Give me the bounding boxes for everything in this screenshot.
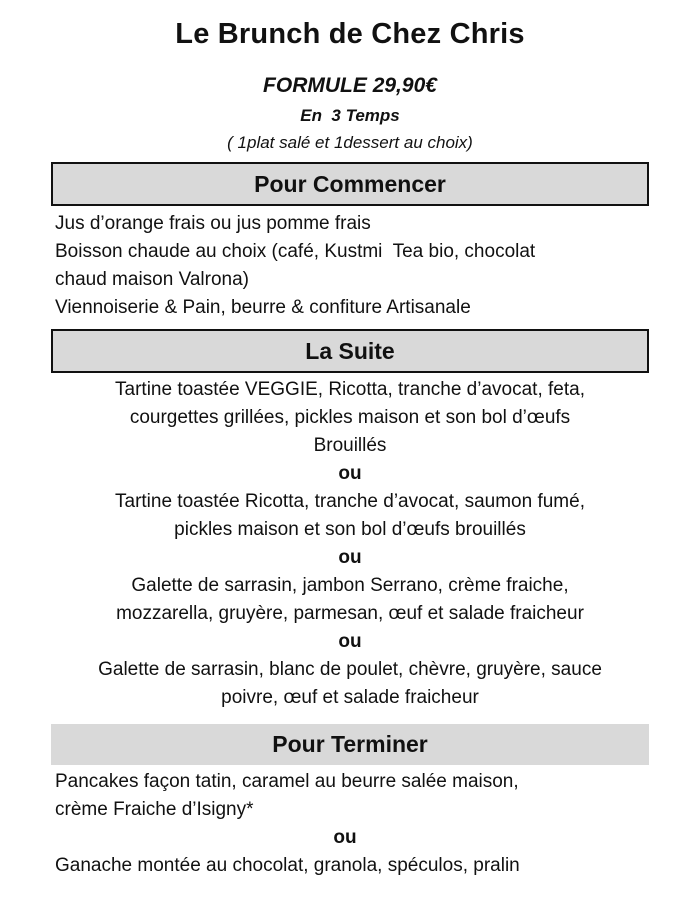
- or-separator: ou: [338, 463, 362, 484]
- courses-count: En 3 Temps: [300, 106, 400, 125]
- menu-item-line: Galette de sarrasin, blanc de poulet, chèvre, gruyère, sauce: [98, 659, 602, 680]
- section-heading-pour-commencer: Pour Commencer: [51, 162, 649, 206]
- menu-item-line: poivre, œuf et salade fraicheur: [221, 687, 479, 708]
- menu-item-line: Ganache montée au chocolat, granola, spéculos, pralin: [55, 855, 520, 876]
- menu-title: Le Brunch de Chez Chris: [175, 18, 525, 50]
- menu-item-line: Viennoiserie & Pain, beurre & confiture Artisanale: [55, 297, 471, 318]
- or-separator: ou: [333, 827, 357, 848]
- menu-item-line: Boisson chaude au choix (café, Kustmi Tea bio, chocolat: [55, 241, 536, 262]
- section-heading-pour-terminer: Pour Terminer: [51, 724, 649, 765]
- menu-item-line: mozzarella, gruyère, parmesan, œuf et salade fraicheur: [116, 603, 584, 624]
- section-pour-terminer-items: [55, 768, 655, 880]
- or-separator: ou: [338, 631, 362, 652]
- menu-item-line: chaud maison Valrona): [55, 269, 249, 290]
- menu-item-line: Brouillés: [313, 435, 387, 456]
- menu-item-line: courgettes grillées, pickles maison et son bol d’œufs: [129, 407, 571, 428]
- menu-item-line: crème Fraiche d’Isigny*: [55, 799, 254, 820]
- section-heading-la-suite: La Suite: [51, 329, 649, 373]
- menu-item-line: Tartine toastée VEGGIE, Ricotta, tranche d’avocat, feta,: [115, 379, 585, 400]
- menu-item-line: Tartine toastée Ricotta, tranche d’avocat, saumon fumé,: [115, 491, 585, 512]
- section-la-suite-items: [30, 376, 670, 712]
- choice-note: ( 1plat salé et 1dessert au choix): [227, 133, 473, 152]
- menu-item-line: Pancakes façon tatin, caramel au beurre salée maison,: [55, 771, 519, 792]
- or-separator: ou: [338, 547, 362, 568]
- menu-item-line: Galette de sarrasin, jambon Serrano, crème fraiche,: [131, 575, 569, 596]
- section-pour-commencer-items: [55, 210, 655, 322]
- formula-price: FORMULE 29,90€: [263, 74, 437, 97]
- menu-item-line: pickles maison et son bol d’œufs brouillés: [174, 519, 526, 540]
- menu-item-line: Jus d’orange frais ou jus pomme frais: [55, 213, 371, 234]
